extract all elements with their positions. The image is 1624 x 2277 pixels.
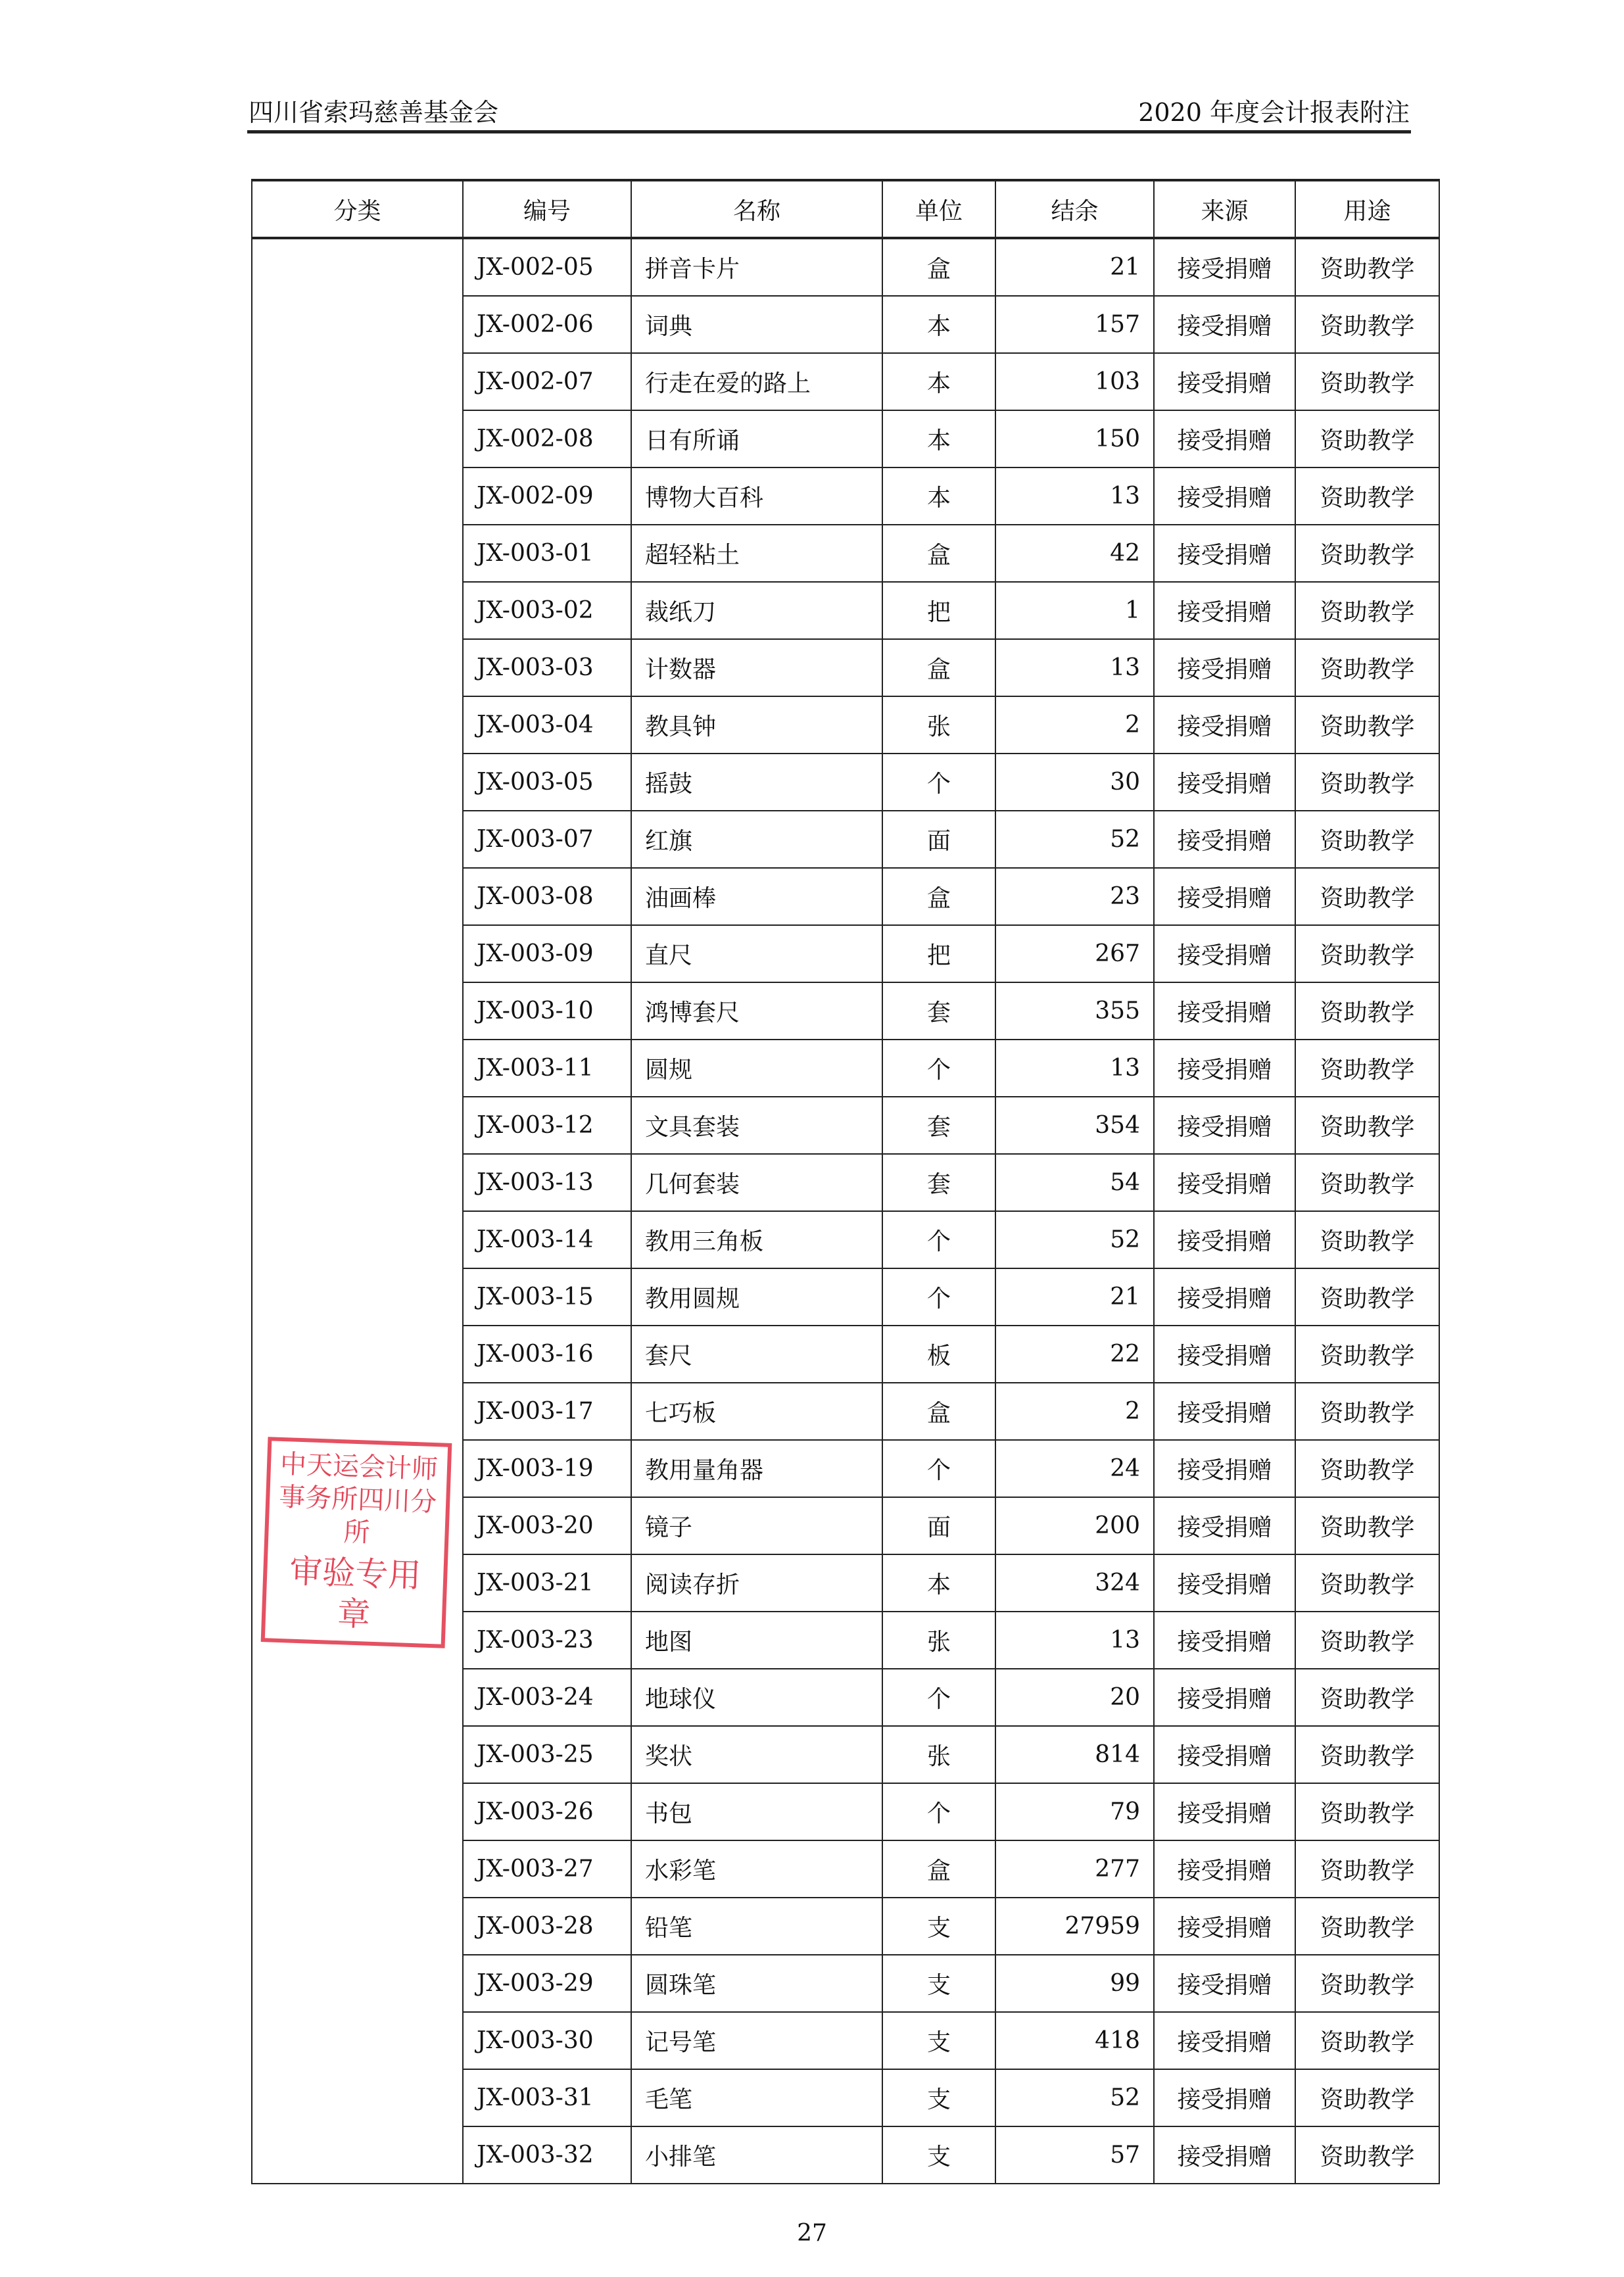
item-unit: 本 <box>882 296 995 353</box>
item-name: 阅读存折 <box>631 1554 882 1612</box>
item-code: JX-003-19 <box>463 1440 631 1497</box>
item-balance: 22 <box>995 1326 1154 1383</box>
inventory-table <box>251 179 1440 2184</box>
item-use: 资助教学 <box>1295 1497 1439 1554</box>
item-use: 资助教学 <box>1295 1040 1439 1097</box>
item-use: 资助教学 <box>1295 238 1439 296</box>
item-source: 接受捐赠 <box>1154 353 1295 410</box>
item-balance: 13 <box>995 1040 1154 1097</box>
item-use: 资助教学 <box>1295 582 1439 639</box>
item-balance: 52 <box>995 811 1154 868</box>
item-code: JX-003-21 <box>463 1554 631 1612</box>
item-use: 资助教学 <box>1295 1211 1439 1268</box>
item-name: 圆珠笔 <box>631 1955 882 2012</box>
item-balance: 54 <box>995 1154 1154 1211</box>
item-balance: 354 <box>995 1097 1154 1154</box>
item-unit: 张 <box>882 696 995 754</box>
item-source: 接受捐赠 <box>1154 696 1295 754</box>
item-source: 接受捐赠 <box>1154 2069 1295 2126</box>
item-name: 地图 <box>631 1612 882 1669</box>
item-use: 资助教学 <box>1295 525 1439 582</box>
item-source: 接受捐赠 <box>1154 982 1295 1040</box>
item-unit: 个 <box>882 1211 995 1268</box>
item-balance: 13 <box>995 1612 1154 1669</box>
item-source: 接受捐赠 <box>1154 1554 1295 1612</box>
item-unit: 个 <box>882 754 995 811</box>
item-unit: 本 <box>882 353 995 410</box>
item-unit: 个 <box>882 1268 995 1326</box>
item-use: 资助教学 <box>1295 1840 1439 1898</box>
item-unit: 盒 <box>882 1383 995 1440</box>
item-balance: 13 <box>995 467 1154 525</box>
item-code: JX-003-04 <box>463 696 631 754</box>
item-source: 接受捐赠 <box>1154 1383 1295 1440</box>
item-balance: 418 <box>995 2012 1154 2069</box>
item-unit: 支 <box>882 2069 995 2126</box>
item-source: 接受捐赠 <box>1154 238 1295 296</box>
item-source: 接受捐赠 <box>1154 2012 1295 2069</box>
item-use: 资助教学 <box>1295 1726 1439 1783</box>
item-source: 接受捐赠 <box>1154 1440 1295 1497</box>
item-balance: 103 <box>995 353 1154 410</box>
item-source: 接受捐赠 <box>1154 525 1295 582</box>
item-use: 资助教学 <box>1295 296 1439 353</box>
page-number: 27 <box>797 2220 827 2247</box>
item-name: 圆规 <box>631 1040 882 1097</box>
item-unit: 本 <box>882 1554 995 1612</box>
item-use: 资助教学 <box>1295 1554 1439 1612</box>
item-name: 地球仪 <box>631 1669 882 1726</box>
item-source: 接受捐赠 <box>1154 1268 1295 1326</box>
item-code: JX-003-09 <box>463 925 631 982</box>
item-code: JX-003-27 <box>463 1840 631 1898</box>
item-use: 资助教学 <box>1295 925 1439 982</box>
item-balance: 24 <box>995 1440 1154 1497</box>
item-code: JX-003-30 <box>463 2012 631 2069</box>
table-row <box>252 238 1439 296</box>
item-unit: 支 <box>882 2126 995 2184</box>
item-balance: 2 <box>995 1383 1154 1440</box>
item-use: 资助教学 <box>1295 1154 1439 1211</box>
item-unit: 盒 <box>882 238 995 296</box>
item-unit: 盒 <box>882 525 995 582</box>
item-source: 接受捐赠 <box>1154 1669 1295 1726</box>
item-code: JX-003-15 <box>463 1268 631 1326</box>
category-cell <box>252 238 463 2184</box>
item-unit: 套 <box>882 982 995 1040</box>
item-name: 教具钟 <box>631 696 882 754</box>
item-unit: 把 <box>882 582 995 639</box>
item-name: 裁纸刀 <box>631 582 882 639</box>
item-code: JX-003-14 <box>463 1211 631 1268</box>
item-balance: 13 <box>995 639 1154 696</box>
header-rule <box>247 130 1411 133</box>
item-use: 资助教学 <box>1295 2012 1439 2069</box>
item-code: JX-002-09 <box>463 467 631 525</box>
item-balance: 267 <box>995 925 1154 982</box>
item-unit: 本 <box>882 467 995 525</box>
item-use: 资助教学 <box>1295 1440 1439 1497</box>
item-name: 教用圆规 <box>631 1268 882 1326</box>
item-source: 接受捐赠 <box>1154 868 1295 925</box>
item-code: JX-003-08 <box>463 868 631 925</box>
item-name: 几何套装 <box>631 1154 882 1211</box>
column-header-use: 用途 <box>1295 180 1439 238</box>
item-unit: 盒 <box>882 1840 995 1898</box>
item-source: 接受捐赠 <box>1154 639 1295 696</box>
column-header-code: 编号 <box>463 180 631 238</box>
item-source: 接受捐赠 <box>1154 467 1295 525</box>
item-use: 资助教学 <box>1295 467 1439 525</box>
item-name: 油画棒 <box>631 868 882 925</box>
item-balance: 1 <box>995 582 1154 639</box>
organization-name: 四川省索玛慈善基金会 <box>249 98 499 127</box>
item-code: JX-003-31 <box>463 2069 631 2126</box>
item-name: 七巧板 <box>631 1383 882 1440</box>
item-code: JX-002-08 <box>463 410 631 467</box>
column-header-balance: 结余 <box>995 180 1154 238</box>
item-code: JX-003-05 <box>463 754 631 811</box>
item-use: 资助教学 <box>1295 696 1439 754</box>
item-use: 资助教学 <box>1295 1097 1439 1154</box>
item-use: 资助教学 <box>1295 1955 1439 2012</box>
item-code: JX-003-10 <box>463 982 631 1040</box>
item-source: 接受捐赠 <box>1154 582 1295 639</box>
item-code: JX-003-17 <box>463 1383 631 1440</box>
item-use: 资助教学 <box>1295 1326 1439 1383</box>
item-code: JX-003-07 <box>463 811 631 868</box>
item-source: 接受捐赠 <box>1154 1211 1295 1268</box>
item-name: 鸿博套尺 <box>631 982 882 1040</box>
item-source: 接受捐赠 <box>1154 1898 1295 1955</box>
item-use: 资助教学 <box>1295 1898 1439 1955</box>
stamp-line-2: 审验专用章 <box>289 1552 422 1634</box>
item-use: 资助教学 <box>1295 2126 1439 2184</box>
item-source: 接受捐赠 <box>1154 1726 1295 1783</box>
report-title: 2020 年度会计报表附注 <box>1138 98 1410 127</box>
audit-stamp <box>261 1437 452 1648</box>
item-source: 接受捐赠 <box>1154 754 1295 811</box>
item-balance: 21 <box>995 238 1154 296</box>
item-use: 资助教学 <box>1295 1669 1439 1726</box>
item-balance: 30 <box>995 754 1154 811</box>
item-unit: 个 <box>882 1783 995 1840</box>
item-balance: 814 <box>995 1726 1154 1783</box>
item-name: 教用三角板 <box>631 1211 882 1268</box>
item-source: 接受捐赠 <box>1154 296 1295 353</box>
item-name: 摇鼓 <box>631 754 882 811</box>
item-use: 资助教学 <box>1295 868 1439 925</box>
item-source: 接受捐赠 <box>1154 811 1295 868</box>
item-code: JX-003-16 <box>463 1326 631 1383</box>
item-use: 资助教学 <box>1295 1383 1439 1440</box>
item-source: 接受捐赠 <box>1154 1326 1295 1383</box>
item-balance: 21 <box>995 1268 1154 1326</box>
item-code: JX-003-28 <box>463 1898 631 1955</box>
item-name: 奖状 <box>631 1726 882 1783</box>
item-name: 镜子 <box>631 1497 882 1554</box>
item-unit: 张 <box>882 1612 995 1669</box>
item-name: 书包 <box>631 1783 882 1840</box>
item-use: 资助教学 <box>1295 982 1439 1040</box>
item-balance: 277 <box>995 1840 1154 1898</box>
item-name: 教用量角器 <box>631 1440 882 1497</box>
item-code: JX-003-32 <box>463 2126 631 2184</box>
item-name: 日有所诵 <box>631 410 882 467</box>
item-balance: 2 <box>995 696 1154 754</box>
table-header-row <box>252 180 1439 238</box>
item-use: 资助教学 <box>1295 754 1439 811</box>
column-header-name: 名称 <box>631 180 882 238</box>
item-name: 行走在爱的路上 <box>631 353 882 410</box>
item-source: 接受捐赠 <box>1154 1840 1295 1898</box>
item-name: 红旗 <box>631 811 882 868</box>
item-name: 文具套装 <box>631 1097 882 1154</box>
item-unit: 套 <box>882 1154 995 1211</box>
item-balance: 23 <box>995 868 1154 925</box>
item-unit: 把 <box>882 925 995 982</box>
item-source: 接受捐赠 <box>1154 1154 1295 1211</box>
item-source: 接受捐赠 <box>1154 1097 1295 1154</box>
item-name: 水彩笔 <box>631 1840 882 1898</box>
item-balance: 99 <box>995 1955 1154 2012</box>
item-name: 铅笔 <box>631 1898 882 1955</box>
item-name: 直尺 <box>631 925 882 982</box>
item-use: 资助教学 <box>1295 1612 1439 1669</box>
item-source: 接受捐赠 <box>1154 925 1295 982</box>
item-code: JX-003-20 <box>463 1497 631 1554</box>
item-unit: 张 <box>882 1726 995 1783</box>
item-code: JX-003-23 <box>463 1612 631 1669</box>
item-unit: 套 <box>882 1097 995 1154</box>
item-name: 记号笔 <box>631 2012 882 2069</box>
item-code: JX-003-12 <box>463 1097 631 1154</box>
item-code: JX-002-05 <box>463 238 631 296</box>
item-code: JX-003-03 <box>463 639 631 696</box>
item-use: 资助教学 <box>1295 1268 1439 1326</box>
item-balance: 150 <box>995 410 1154 467</box>
item-code: JX-003-02 <box>463 582 631 639</box>
item-name: 小排笔 <box>631 2126 882 2184</box>
item-code: JX-002-07 <box>463 353 631 410</box>
item-unit: 个 <box>882 1669 995 1726</box>
item-balance: 20 <box>995 1669 1154 1726</box>
column-header-source: 来源 <box>1154 180 1295 238</box>
item-balance: 57 <box>995 2126 1154 2184</box>
item-use: 资助教学 <box>1295 639 1439 696</box>
item-name: 词典 <box>631 296 882 353</box>
item-source: 接受捐赠 <box>1154 1040 1295 1097</box>
item-unit: 支 <box>882 2012 995 2069</box>
item-use: 资助教学 <box>1295 2069 1439 2126</box>
item-use: 资助教学 <box>1295 1783 1439 1840</box>
item-source: 接受捐赠 <box>1154 2126 1295 2184</box>
item-source: 接受捐赠 <box>1154 1612 1295 1669</box>
item-unit: 个 <box>882 1040 995 1097</box>
item-use: 资助教学 <box>1295 410 1439 467</box>
item-code: JX-003-11 <box>463 1040 631 1097</box>
item-unit: 支 <box>882 1898 995 1955</box>
item-code: JX-003-24 <box>463 1669 631 1726</box>
item-source: 接受捐赠 <box>1154 1783 1295 1840</box>
item-source: 接受捐赠 <box>1154 1497 1295 1554</box>
column-header-unit: 单位 <box>882 180 995 238</box>
column-header-category: 分类 <box>252 180 463 238</box>
item-balance: 27959 <box>995 1898 1154 1955</box>
item-code: JX-003-13 <box>463 1154 631 1211</box>
item-balance: 52 <box>995 2069 1154 2126</box>
item-unit: 盒 <box>882 868 995 925</box>
item-balance: 52 <box>995 1211 1154 1268</box>
item-use: 资助教学 <box>1295 811 1439 868</box>
item-code: JX-003-25 <box>463 1726 631 1783</box>
item-code: JX-003-29 <box>463 1955 631 2012</box>
item-balance: 355 <box>995 982 1154 1040</box>
item-use: 资助教学 <box>1295 353 1439 410</box>
item-name: 拼音卡片 <box>631 238 882 296</box>
item-balance: 157 <box>995 296 1154 353</box>
item-balance: 324 <box>995 1554 1154 1612</box>
item-name: 毛笔 <box>631 2069 882 2126</box>
item-unit: 个 <box>882 1440 995 1497</box>
item-unit: 本 <box>882 410 995 467</box>
item-balance: 42 <box>995 525 1154 582</box>
item-name: 超轻粘土 <box>631 525 882 582</box>
item-balance: 200 <box>995 1497 1154 1554</box>
item-code: JX-002-06 <box>463 296 631 353</box>
item-name: 套尺 <box>631 1326 882 1383</box>
item-name: 博物大百科 <box>631 467 882 525</box>
stamp-line-1: 中天运会计师事务所四川分所 <box>278 1449 439 1548</box>
item-unit: 板 <box>882 1326 995 1383</box>
item-source: 接受捐赠 <box>1154 1955 1295 2012</box>
item-source: 接受捐赠 <box>1154 410 1295 467</box>
item-unit: 支 <box>882 1955 995 2012</box>
item-code: JX-003-01 <box>463 525 631 582</box>
item-balance: 79 <box>995 1783 1154 1840</box>
item-unit: 面 <box>882 1497 995 1554</box>
item-code: JX-003-26 <box>463 1783 631 1840</box>
item-unit: 面 <box>882 811 995 868</box>
item-unit: 盒 <box>882 639 995 696</box>
item-name: 计数器 <box>631 639 882 696</box>
